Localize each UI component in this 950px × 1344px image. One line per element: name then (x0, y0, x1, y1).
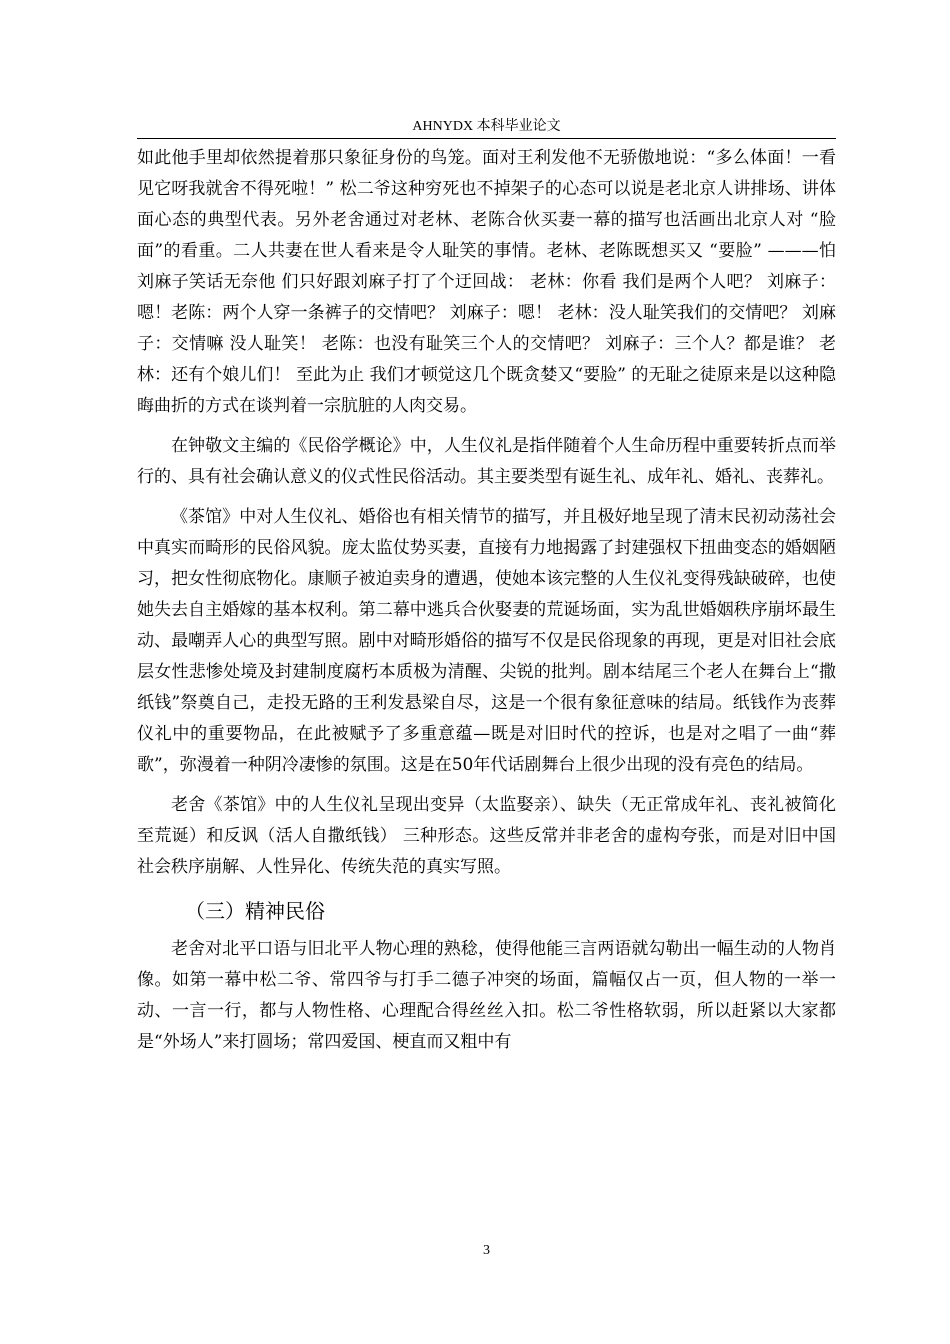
header-divider (137, 138, 836, 139)
paragraph-2: 在钟敬文主编的《民俗学概论》中，人生仪礼是指伴随着个人生命历程中重要转折点而举行的、具有社会确认意义的仪式性民俗活动。其主要类型有诞生礼、成年礼、婚礼、丧葬礼。 (137, 436, 836, 487)
page-number: 3 (483, 1243, 490, 1258)
paragraph-3: 《茶馆》中对人生仪礼、婚俗也有相关情节的描写，并且极好地呈现了清末民初动荡社会中真实而畸形的民俗风貌。庞太监仗势买妻，直接有力地揭露了封建强权下扭曲变态的婚姻陋习，把女性彻底物化。康顺子被迫卖身的遭遇，使她本该完整的人生仪礼变得残缺破碎，也使她失去自主婚嫁的基本权利。第二幕中逃兵合伙娶妻的荒诞场面，实为乱世婚姻秩序崩坏最生动、最嘲弄人心的典型写照。剧中对畸形婚俗的描写不仅是民俗现象的再现，更是对旧社会底层女性悲惨处境及封建制度腐朽本质极为清醒、尖锐的批判。剧本结尾三个老人在舞台上“撒纸钱”祭奠自己，走投无路的王利发悬梁自尽，这是一个很有象征意味的结局。纸钱作为丧葬仪礼中的重要物品，在此被赋予了多重意蕴—既是对旧时代的控诉，也是对之唱了一曲“葬歌”，弥漫着一种阴冷凄惨的氛围。这是在50年代话剧舞台上很少出现的没有亮色的结局。 (137, 507, 836, 775)
page-body (137, 143, 836, 1058)
paragraph-4: 老舍《茶馆》中的人生仪礼呈现出变异（太监娶亲）、缺失（无正常成年礼、丧礼被简化至荒诞）和反讽（活人自撒纸钱） 三种形态。这些反常并非老舍的虚构夸张，而是对旧中国社会秩序崩解、人性异化、传统失范的真实写照。 (137, 795, 836, 877)
page-header: AHNYDX 本科毕业论文 (412, 119, 561, 134)
paragraph-1: 如此他手里却依然提着那只象征身份的鸟笼。面对王利发他不无骄傲地说：“多么体面！一看见它呀我就舍不得死啦！” 松二爷这种穷死也不掉架子的心态可以说是老北京人讲排场、讲体面心态的典型代表。另外老舍通过对老林、老陈合伙买妻一幕的描写也活画出北京人对 “脸面”的看重。二人共妻在世人看来是令人耻笑的事情。老林、老陈既想买又 “要脸” ———怕刘麻子笑话无奈他 们只好跟刘麻子打了个迂回战： 老林：你看 我们是两个人吧？ 刘麻子：嗯！老陈：两个人穿一条裤子的交情吧？ 刘麻子：嗯！ 老林：没人耻笑我们的交情吧？ 刘麻子：交情嘛 没人耻笑！ 老陈：也没有耻笑三个人的交情吧？ 刘麻子：三个人？都是谁？ 老林：还有个娘儿们！ 至此为止 我们才顿觉这几个既贪婪又“要脸” 的无耻之徒原来是以这种隐晦曲折的方式在谈判着一宗肮脏的人肉交易。 (137, 148, 836, 416)
section-heading: （三）精神民俗 (185, 899, 325, 923)
paragraph-5: 老舍对北平口语与旧北平人物心理的熟稔，使得他能三言两语就勾勒出一幅生动的人物肖像。如第一幕中松二爷、常四爷与打手二德子冲突的场面，篇幅仅占一页，但人物的一举一动、一言一行，都与人物性格、心理配合得丝丝入扣。松二爷性格软弱，所以赶紧以大家都是“外场人”来打圆场；常四爱国、梗直而又粗中有 (137, 939, 836, 1052)
